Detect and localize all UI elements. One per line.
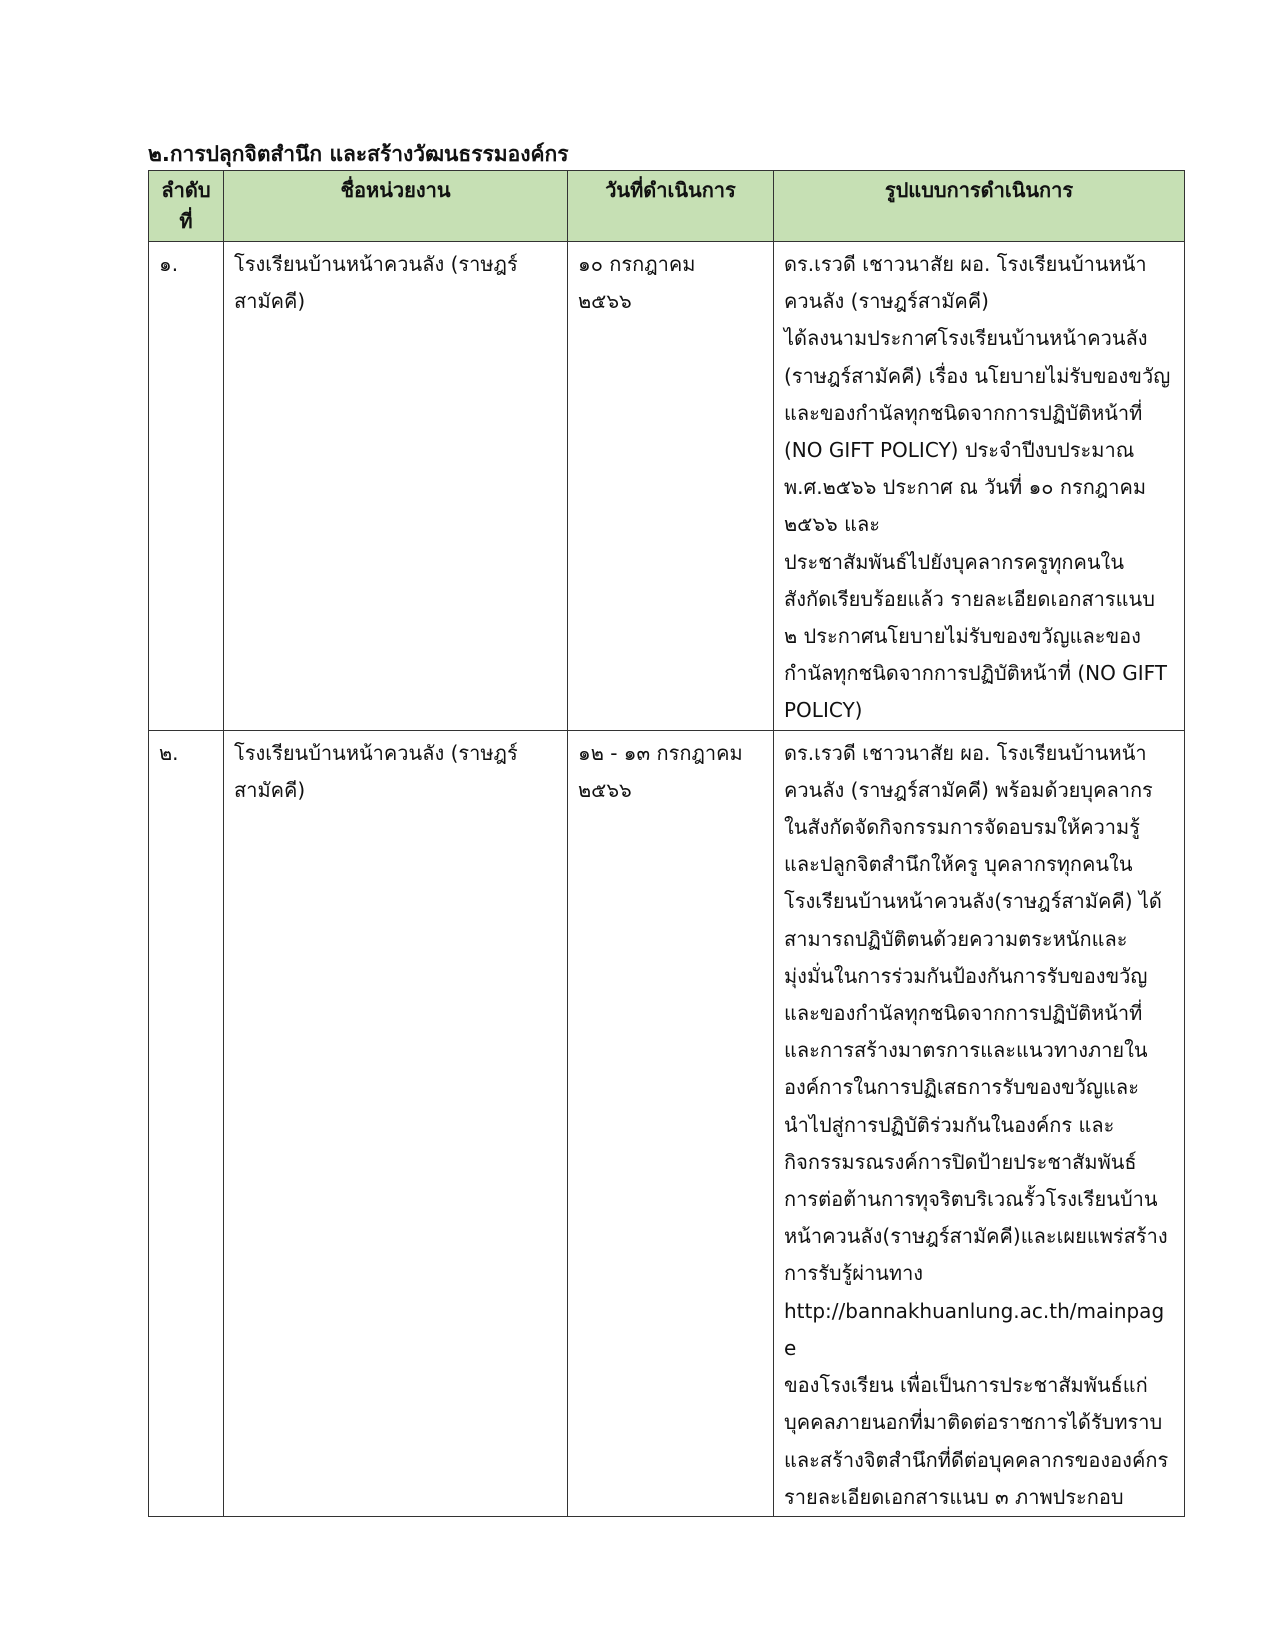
row-unit-name: โรงเรียนบ้านหน้าควนลัง (ราษฎร์ สามัคคี)	[224, 242, 568, 731]
row-operation-detail: ดร.เรวดี เชาวนาสัย ผอ. โรงเรียนบ้านหน้า ควนลัง (ราษฎร์สามัคคี) ได้ลงนามประกาศโรงเรียนบ้านหน้าควนลัง (ราษฎร์สามัคคี) เรื่อง นโยบายไม่รับของขวัญ และของกำนัลทุกชนิดจากการปฏิบัติหน้าที่ (NO GIFT POLICY) ประจำปีงบประมาณ พ.ศ.๒๕๖๖ ประกาศ ณ วันที่ ๑๐ กรกฎาคม ๒๕๖๖ และ ประชาสัมพันธ์ไปยังบุคลากรครูทุกคนใน สังกัดเรียบร้อยแล้ว รายละเอียดเอกสารแนบ ๒ ประกาศนโยบายไม่รับของขวัญและของ กำนัลทุกชนิดจากการปฏิบัติหน้าที่ (NO GIFT POLICY)	[774, 242, 1185, 731]
row-operation-detail: ดร.เรวดี เชาวนาสัย ผอ. โรงเรียนบ้านหน้า ควนลัง (ราษฎร์สามัคคี) พร้อมด้วยบุคลากร ในสังกัดจัดกิจกรรมการจัดอบรมให้ความรู้ และปลูกจิตสำนึกให้ครู บุคลากรทุกคนใน โรงเรียนบ้านหน้าควนลัง(ราษฎร์สามัคคี) ได้ สามารถปฏิบัติตนด้วยความตระหนักและ มุ่งมั่นในการร่วมกันป้องกันการรับของขวัญ และของกำนัลทุกชนิดจากการปฏิบัติหน้าที่ และการสร้างมาตรการและแนวทางภายใน องค์การในการปฏิเสธการรับของขวัญและ นำไปสู่การปฏิบัติร่วมกันในองค์กร และ กิจกรรมรณรงค์การปิดป้ายประชาสัมพันธ์ การต่อต้านการทุจริตบริเวณรั้วโรงเรียนบ้าน หน้าควนลัง(ราษฎร์สามัคคี)และเผยแพร่สร้าง การรับรู้ผ่านทาง http://bannakhuanlung.ac.th/mainpage ของโรงเรียน เพื่อเป็นการประชาสัมพันธ์แก่ บุคคลภายนอกที่มาติดต่อราชการได้รับทราบ และสร้างจิตสำนึกที่ดีต่อบุคคลากรขององค์กร รายละเอียดเอกสารแนบ ๓ ภาพประกอบ	[774, 730, 1185, 1516]
header-sequence-number: ลำดับ ที่	[149, 171, 224, 242]
row-unit-name: โรงเรียนบ้านหน้าควนลัง (ราษฎร์ สามัคคี)	[224, 730, 568, 1516]
header-operation-date: วันที่ดำเนินการ	[568, 171, 774, 242]
table-row	[149, 730, 1185, 1516]
row-operation-date: ๑๒ - ๑๓ กรกฎาคม ๒๕๖๖	[568, 730, 774, 1516]
activity-table	[148, 170, 1185, 1517]
row-sequence-number: ๑.	[149, 242, 224, 731]
header-row	[149, 171, 1185, 242]
table-header	[149, 171, 1185, 242]
header-operation-format: รูปแบบการดำเนินการ	[774, 171, 1185, 242]
row-sequence-number: ๒.	[149, 730, 224, 1516]
table-row	[149, 242, 1185, 731]
table-body	[149, 242, 1185, 1517]
section-heading: ๒.การปลุกจิตสำนึก และสร้างวัฒนธรรมองค์กร	[148, 142, 569, 166]
row-operation-date: ๑๐ กรกฎาคม ๒๕๖๖	[568, 242, 774, 731]
header-unit-name: ชื่อหน่วยงาน	[224, 171, 568, 242]
